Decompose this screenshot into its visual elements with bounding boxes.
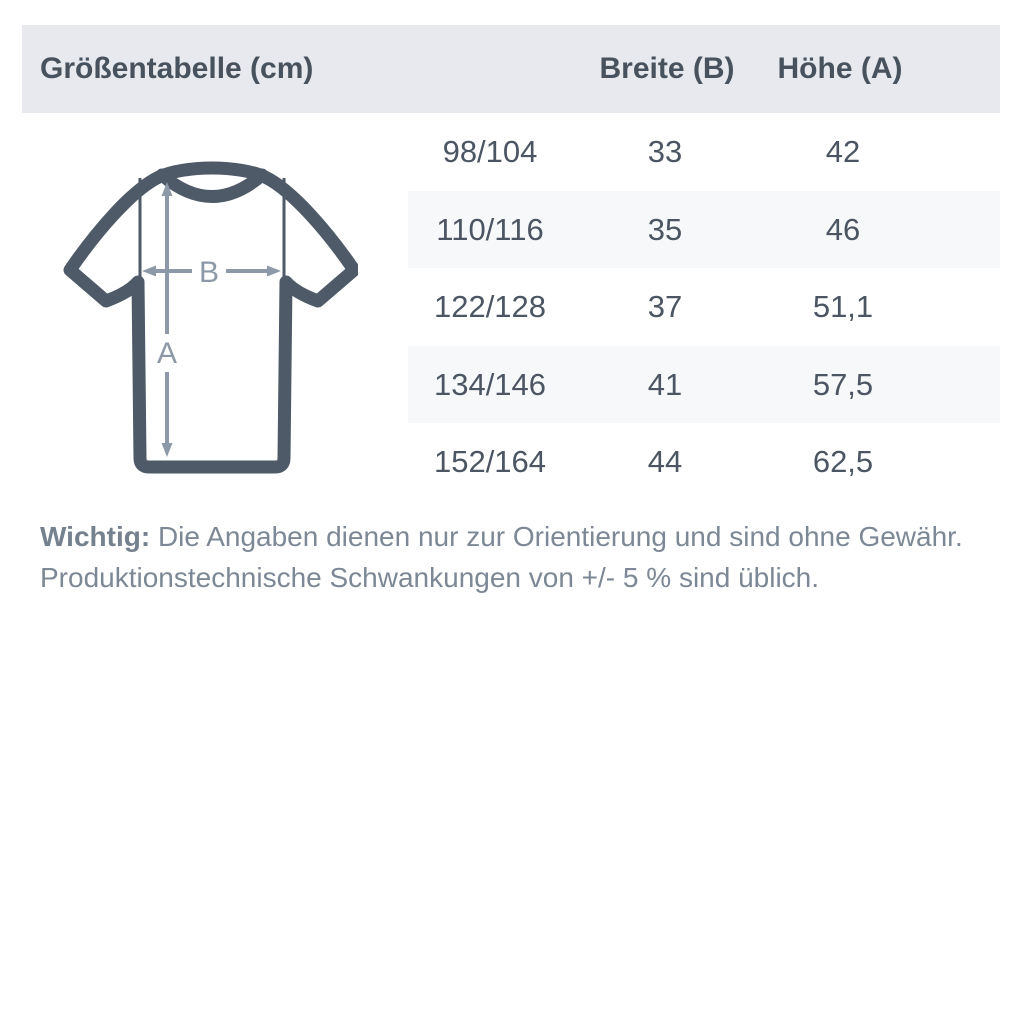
tshirt-icon <box>58 160 358 480</box>
size-cell: 122/128 <box>433 289 547 325</box>
disclaimer-line-1 <box>40 516 980 557</box>
size-cell: 110/116 <box>436 211 544 247</box>
disclaimer-line-2: Produktionstechnische Schwankungen von +/- 5 % sind üblich. <box>40 562 820 593</box>
height-cell: 57,5 <box>812 366 874 402</box>
width-cell: 33 <box>647 134 683 169</box>
disclaimer-text-1: Die Angaben dienen nur zur Orientierung und sind ohne Gewähr. <box>150 521 963 552</box>
height-cell: 62,5 <box>812 444 874 480</box>
disclaimer-note <box>40 516 980 598</box>
height-cell: 46 <box>825 211 861 247</box>
disclaimer-prefix: Wichtig: <box>40 521 151 552</box>
width-cell: 44 <box>647 444 683 480</box>
page-title: Größentabelle (cm) <box>40 52 314 85</box>
column-header-width: Breite (B) <box>599 52 735 85</box>
size-cell: 152/164 <box>433 444 547 480</box>
height-cell: 42 <box>825 134 861 169</box>
height-cell: 51,1 <box>812 289 874 325</box>
width-cell: 35 <box>647 211 683 247</box>
column-header-height: Höhe (A) <box>777 52 903 85</box>
width-cell: 41 <box>647 366 683 402</box>
width-cell: 37 <box>647 289 683 325</box>
width-arrow-label: B <box>198 256 220 289</box>
size-cell: 134/146 <box>433 366 547 402</box>
height-arrow-label: A <box>156 337 178 370</box>
table-header-bar <box>22 25 1000 113</box>
size-cell: 98/104 <box>442 134 538 169</box>
tshirt-measurement-diagram <box>58 160 358 480</box>
